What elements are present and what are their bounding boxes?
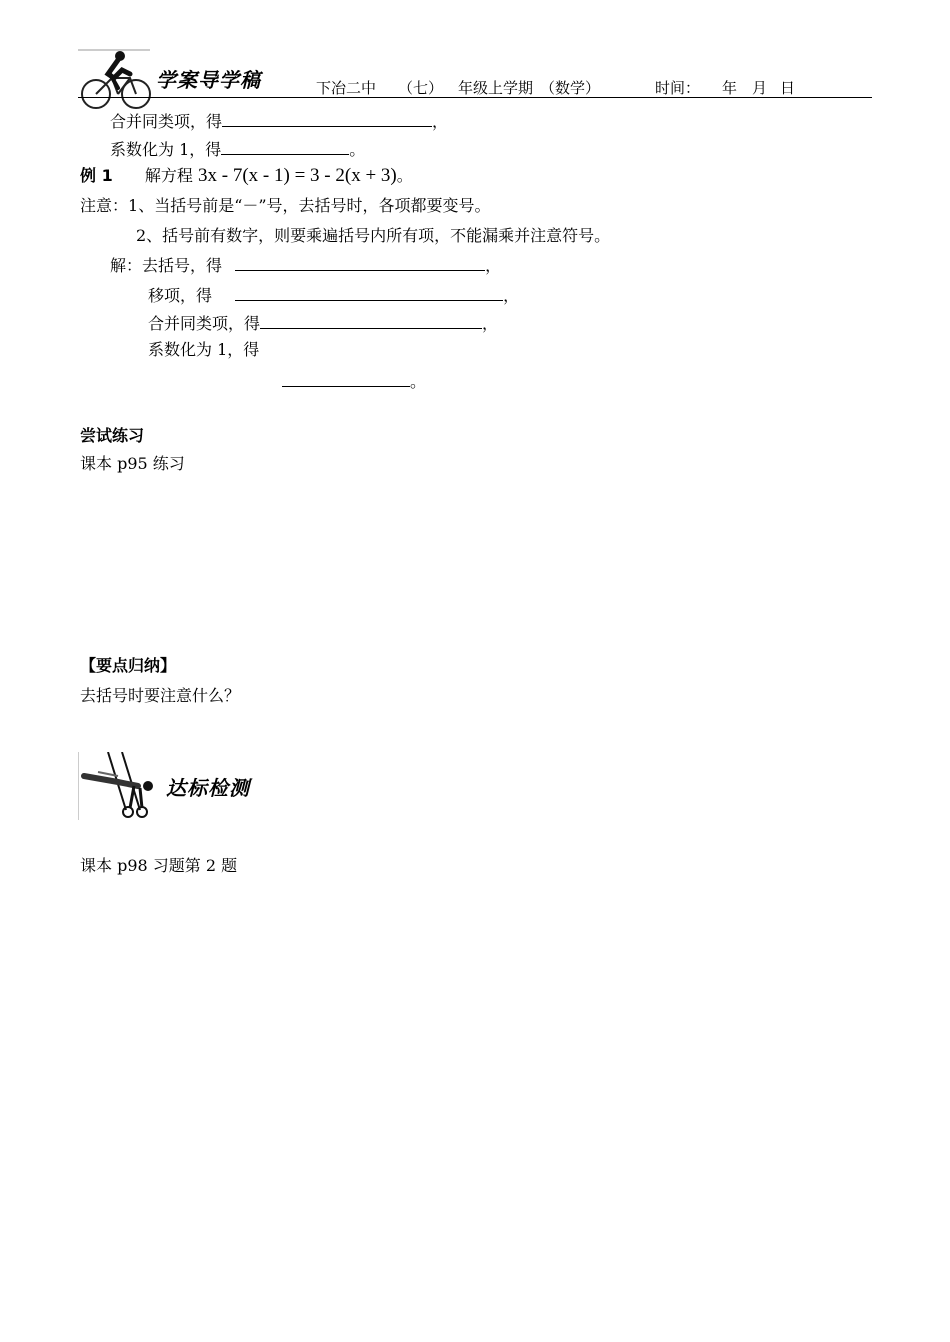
test-text: 课本 p98 习题第 2 题 bbox=[80, 856, 238, 875]
answer-blank[interactable] bbox=[282, 370, 410, 387]
notes-item-1: 注意：1、当括号前是“－”号，去括号时，各项都要变号。 bbox=[80, 196, 491, 215]
header-day: 日 bbox=[780, 79, 796, 97]
header-year: 年 bbox=[722, 79, 738, 97]
notes-item-2: 2、括号前有数字，则要乘遍括号内所有项，不能漏乘并注意符号。 bbox=[136, 226, 611, 245]
gymnast-rings-icon bbox=[78, 752, 162, 822]
header-month: 月 bbox=[752, 79, 768, 97]
solution-step-2: 移项，得 ， bbox=[148, 286, 520, 305]
summary-question: 去括号时要注意什么？ bbox=[80, 686, 241, 705]
top-step-coefficient: 系数化为 1，得 。 bbox=[110, 140, 366, 159]
solution-final: 。 bbox=[282, 370, 426, 392]
header-grade: （七） bbox=[398, 79, 444, 97]
header-time-label: 时间： bbox=[655, 79, 701, 97]
solution-step-1: 解：去括号，得 ， bbox=[110, 256, 502, 275]
notes-label: 注意： bbox=[80, 196, 129, 215]
solution-step-3: 合并同类项，得 ， bbox=[148, 314, 499, 333]
header-term: 年级上学期 bbox=[458, 79, 534, 97]
top-step-combine: 合并同类项，得 ， bbox=[110, 112, 449, 131]
header-rule bbox=[78, 97, 872, 98]
header-school: 下冶二中 bbox=[316, 79, 377, 97]
header-subject: （数学） bbox=[540, 79, 601, 97]
practice-text: 课本 p95 练习 bbox=[80, 454, 185, 473]
cyclist-icon bbox=[78, 48, 154, 112]
practice-title: 尝试练习 bbox=[80, 426, 145, 445]
solution-step-4: 系数化为 1，得 bbox=[148, 340, 260, 359]
example-label: 例 1 bbox=[80, 166, 113, 185]
header-logo-text: 学案导学稿 bbox=[156, 68, 261, 92]
answer-blank[interactable] bbox=[221, 138, 349, 155]
example-1: 例 1 解方程 3x - 7(x - 1) = 3 - 2(x + 3)。 bbox=[80, 165, 413, 186]
test-logo-text: 达标检测 bbox=[166, 776, 250, 800]
example-equation: 3x - 7(x - 1) = 3 - 2(x + 3) bbox=[198, 165, 397, 186]
answer-blank[interactable] bbox=[235, 254, 485, 271]
answer-blank[interactable] bbox=[222, 110, 432, 127]
example-prompt: 解方程 bbox=[144, 166, 193, 185]
answer-blank[interactable] bbox=[260, 312, 482, 329]
summary-title: 【要点归纳】 bbox=[80, 656, 177, 675]
answer-blank[interactable] bbox=[235, 284, 503, 301]
solution-label: 解： bbox=[110, 256, 143, 275]
